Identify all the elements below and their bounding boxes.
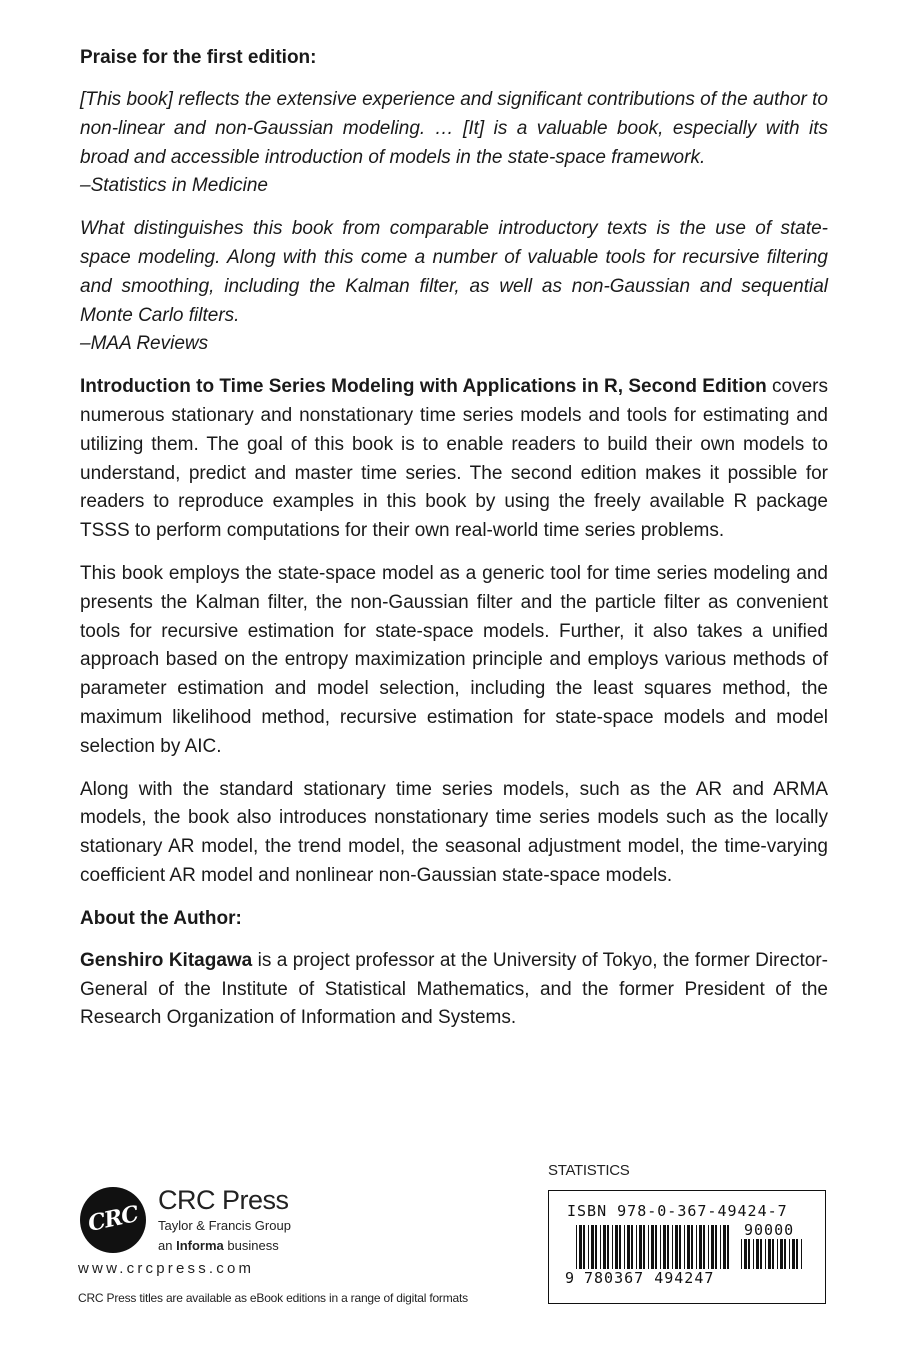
isbn-text: ISBN 978-0-367-49424-7 — [567, 1202, 788, 1220]
publisher-informa — [158, 1238, 279, 1253]
barcode-bar — [679, 1225, 681, 1269]
publisher-block — [78, 1180, 498, 1280]
description-intro-paragraph — [80, 373, 828, 546]
barcode-bar — [756, 1239, 759, 1269]
praise-quote-1 — [80, 86, 828, 201]
barcode-bar — [672, 1225, 673, 1269]
barcode-bar — [727, 1225, 729, 1269]
quote-text: [This book] reflects the extensive experience and significant contributions of the author to non-linear and non-Gaussian modeling. … [It] is a valuable book, especially with its broad and accessible introduction of models in the state-space framework. — [80, 89, 828, 168]
barcode-bar — [684, 1225, 685, 1269]
barcode-bar — [636, 1225, 637, 1269]
informa-prefix: an — [158, 1238, 173, 1253]
barcode-bar — [699, 1225, 702, 1269]
publisher-group: Taylor & Francis Group — [158, 1218, 291, 1233]
barcode-bar — [619, 1225, 621, 1269]
barcode-bar — [612, 1225, 613, 1269]
barcode-bar — [768, 1239, 771, 1269]
barcode-bar — [789, 1239, 790, 1269]
praise-heading: Praise for the first edition: — [80, 47, 317, 68]
author-heading: About the Author: — [80, 907, 242, 929]
barcode-bar — [615, 1225, 618, 1269]
barcode-bar — [607, 1225, 609, 1269]
back-cover-text — [80, 44, 828, 1033]
barcode-bar — [651, 1225, 654, 1269]
barcode-bar — [723, 1225, 726, 1269]
quote-source: –MAA Reviews — [80, 333, 209, 355]
ean-digits: 780367 494247 — [584, 1269, 715, 1287]
barcode-bar — [741, 1239, 742, 1269]
barcode-bar — [675, 1225, 678, 1269]
description-paragraph-2: This book employs the state-space model as a generic tool for time series modeling and presents the Kalman filter, the non-Gaussian filter and the particle filter as convenient tools for recursive estimation for state-space models. Further, it also takes a unified approach based on the entropy maximization principle and employs various methods of parameter estimation and model selection, including the least squares method, the maximum likelihood method, recursive estimation for state-space models and model selection by AIC. — [80, 562, 828, 757]
barcode-bar — [643, 1225, 645, 1269]
barcode-bar — [691, 1225, 693, 1269]
ebook-note: CRC Press titles are available as eBook editions in a range of digital formats — [78, 1291, 468, 1305]
barcode-bar — [796, 1239, 798, 1269]
author-name: Genshiro Kitagawa — [80, 949, 253, 971]
author-bio: is a project professor at the University of Tokyo, the former Director-General of the Institute of Statistical Mathematics, and the former President of the Research Organization of Information and Systems. — [80, 949, 828, 1029]
description-intro: covers numerous stationary and nonstationary time series models and tools for estimating and utilizing them. The goal of this book is to enable readers to build their own models to understand, predict and master time series. The second edition makes it possible for readers to reproduce examples in this book by using the freely available R package TSSS to perform computations for their own real-world time series problems. — [80, 376, 829, 542]
barcode-bar — [660, 1225, 661, 1269]
price-barcode — [741, 1239, 811, 1275]
barcode-bar — [801, 1239, 802, 1269]
praise-quote-2 — [80, 215, 828, 359]
barcode-bar — [627, 1225, 630, 1269]
publisher-name: CRC Press — [158, 1185, 289, 1215]
barcode-bar — [579, 1225, 582, 1269]
barcode-bar — [744, 1239, 747, 1269]
barcode-bar — [760, 1239, 762, 1269]
barcode-bar — [708, 1225, 709, 1269]
barcode-bar — [655, 1225, 657, 1269]
barcode-bar — [765, 1239, 766, 1269]
barcode-bar — [639, 1225, 642, 1269]
barcode-bar — [792, 1239, 795, 1269]
barcode-bar — [720, 1225, 721, 1269]
barcode-bar — [591, 1225, 594, 1269]
barcode-bar — [588, 1225, 589, 1269]
barcode-bar — [703, 1225, 705, 1269]
barcode-bar — [583, 1225, 585, 1269]
barcode-bar — [595, 1225, 597, 1269]
barcode-bar — [603, 1225, 606, 1269]
barcode-bar — [576, 1225, 577, 1269]
quote-text: What distinguishes this book from comparable introductory texts is the use of state-space modeling. Along with this come a number of valuable tools for recursive filtering and smoothing, including the Kalman filter, as well as non-Gaussian and sequential Monte Carlo filters. — [80, 218, 828, 326]
barcode-bar — [696, 1225, 697, 1269]
isbn-barcode-box — [548, 1190, 826, 1304]
informa-name: Informa — [176, 1238, 224, 1253]
barcode-bar — [648, 1225, 649, 1269]
barcode-bar — [600, 1225, 601, 1269]
barcode-bar — [748, 1239, 750, 1269]
ean-barcode — [576, 1225, 736, 1275]
barcode-bar — [624, 1225, 625, 1269]
author-bio-paragraph — [80, 947, 828, 1033]
crc-logo — [80, 1187, 146, 1253]
barcode-bar — [772, 1239, 774, 1269]
barcode-bar — [777, 1239, 778, 1269]
barcode-bar — [715, 1225, 717, 1269]
category-label: STATISTICS — [548, 1162, 630, 1179]
book-title: Introduction to Time Series Modeling with Applications in R, Second Edition — [80, 376, 767, 398]
barcode-bar — [667, 1225, 669, 1269]
barcode-bar — [631, 1225, 633, 1269]
barcode-bar — [687, 1225, 690, 1269]
barcode-bar — [711, 1225, 714, 1269]
quote-source: –Statistics in Medicine — [80, 175, 268, 197]
description-paragraph-3: Along with the standard stationary time series models, such as the AR and ARMA models, the book also introduces nonstationary time series models such as the locally stationary AR model, the trend model, the seasonal adjustment model, the time-varying coefficient AR model and nonlinear non-Gaussian state-space models. — [80, 778, 828, 886]
barcode-bar — [753, 1239, 754, 1269]
crc-logo-text: CRC — [85, 1201, 141, 1237]
barcode-bar — [784, 1239, 786, 1269]
barcode-bar — [780, 1239, 783, 1269]
price-code: 90000 — [744, 1221, 795, 1239]
publisher-url[interactable]: www.crcpress.com — [78, 1260, 255, 1277]
barcode-bar — [663, 1225, 666, 1269]
informa-suffix: business — [227, 1238, 279, 1253]
ean-first-digit: 9 — [565, 1269, 575, 1287]
